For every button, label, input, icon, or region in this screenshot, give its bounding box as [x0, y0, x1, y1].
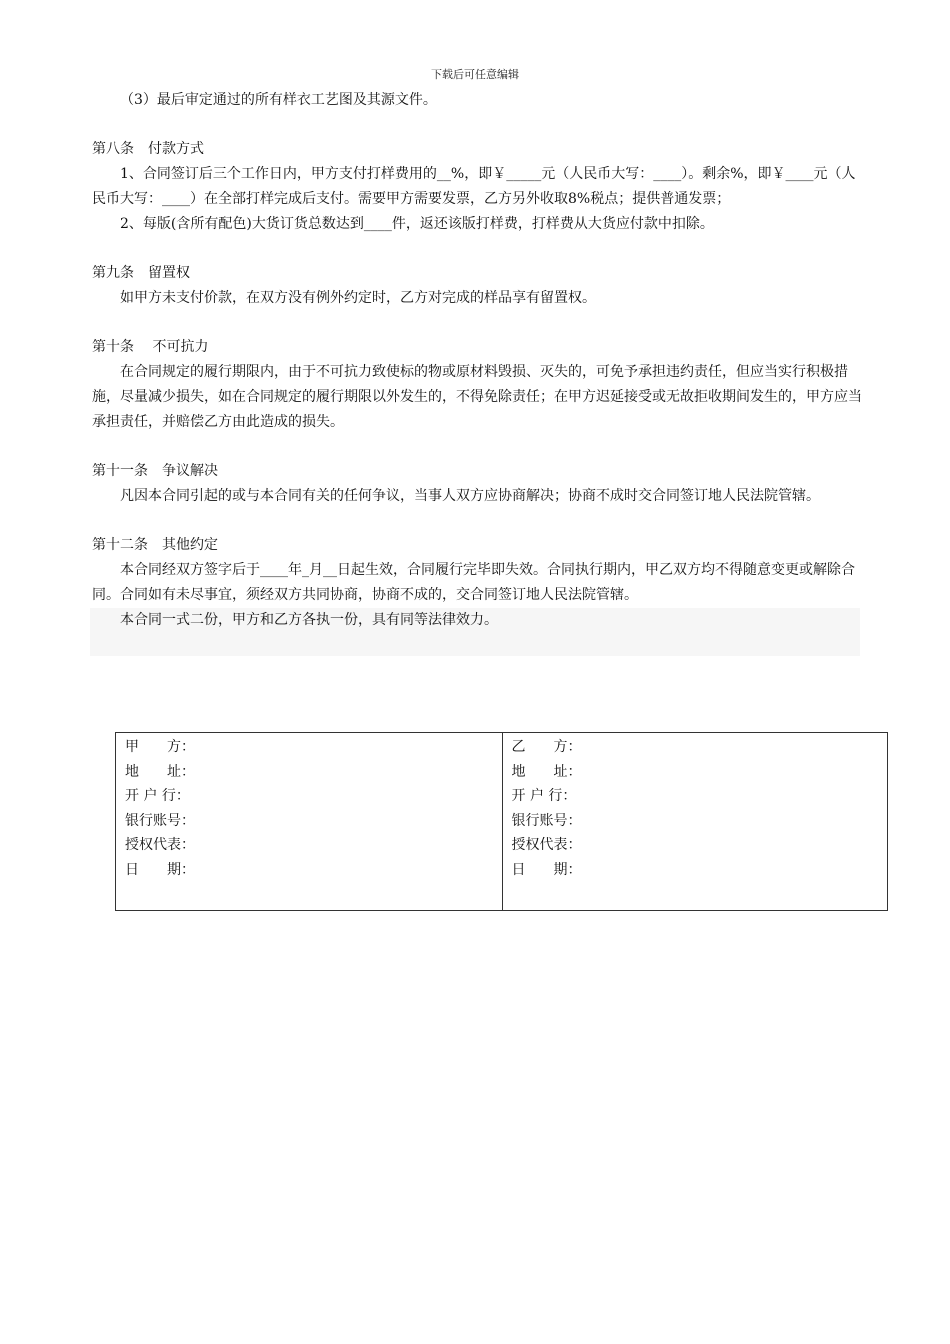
intro-item: （3）最后审定通过的所有样衣工艺图及其源文件。	[120, 92, 437, 108]
article9-heading: 第九条 留置权	[92, 265, 190, 281]
party-a-name-field: 甲 方：	[125, 739, 195, 755]
party-b-account-field: 银行账号：	[511, 812, 582, 829]
article10-paragraph-1: 在合同规定的履行期限内，由于不可抗力致使标的物或原材料毁损、灭失的，可免予承担违约责任，但应当实行积极措施，尽量减少损失，如在合同规定的履行期限以外发生的，不得免除责任；在甲方迟延接受或无故拒收期间发生的，甲方应当承担责任，并赔偿乙方由此造成的损失。	[92, 364, 862, 430]
article8-heading: 第八条 付款方式	[92, 141, 204, 157]
header-note: 下载后可任意编辑	[431, 68, 519, 81]
article8-paragraph-2: 2、每版(含所有配色)大货订货总数达到____件，返还该版打样费，打样费从大货应付款中扣除。	[120, 216, 714, 232]
article12-heading: 第十二条 其他约定	[92, 537, 218, 553]
party-a-bank-field: 开 户 行：	[125, 788, 190, 804]
party-a-date-field: 日 期：	[125, 861, 195, 878]
party-b-column	[502, 733, 888, 910]
party-b-representative-field: 授权代表：	[511, 837, 582, 853]
party-a-column	[116, 733, 502, 910]
party-a-address-field: 地 址：	[125, 763, 195, 780]
party-b-name-field: 乙 方：	[511, 739, 582, 755]
article8-paragraph-1: 1、合同签订后三个工作日内，甲方支付打样费用的__%，即￥_____元（人民币大写：____）。剩余%，即￥____元（人民币大写：____）在全部打样完成后支付。需要甲方需要发票，乙方另外收取8%税点；提供普通发票；	[92, 166, 856, 207]
signature-table	[115, 732, 888, 911]
contract-body	[92, 88, 868, 656]
article11-heading: 第十一条 争议解决	[92, 463, 218, 479]
shaded-block	[90, 608, 860, 656]
party-b-address-field: 地 址：	[511, 763, 582, 780]
article9-paragraph-1: 如甲方未支付价款，在双方没有例外约定时，乙方对完成的样品享有留置权。	[120, 290, 596, 306]
party-b-bank-field: 开 户 行：	[511, 788, 577, 804]
article10-heading: 第十条 不可抗力	[92, 339, 209, 355]
party-a-representative-field: 授权代表：	[125, 837, 195, 853]
party-a-account-field: 银行账号：	[125, 812, 195, 829]
article11-paragraph-1: 凡因本合同引起的或与本合同有关的任何争议，当事人双方应协商解决；协商不成时交合同签订地人民法院管辖。	[120, 488, 820, 504]
article12-paragraph-1: 本合同经双方签字后于____年_月__日起生效，合同履行完毕即失效。合同执行期内，甲乙双方均不得随意变更或解除合同。合同如有未尽事宜，须经双方共同协商，协商不成的，交合同签订地人民法院管辖。	[92, 562, 855, 603]
article12-paragraph-2: 本合同一式二份，甲方和乙方各执一份，具有同等法律效力。	[120, 612, 498, 628]
party-b-date-field: 日 期：	[511, 861, 582, 878]
